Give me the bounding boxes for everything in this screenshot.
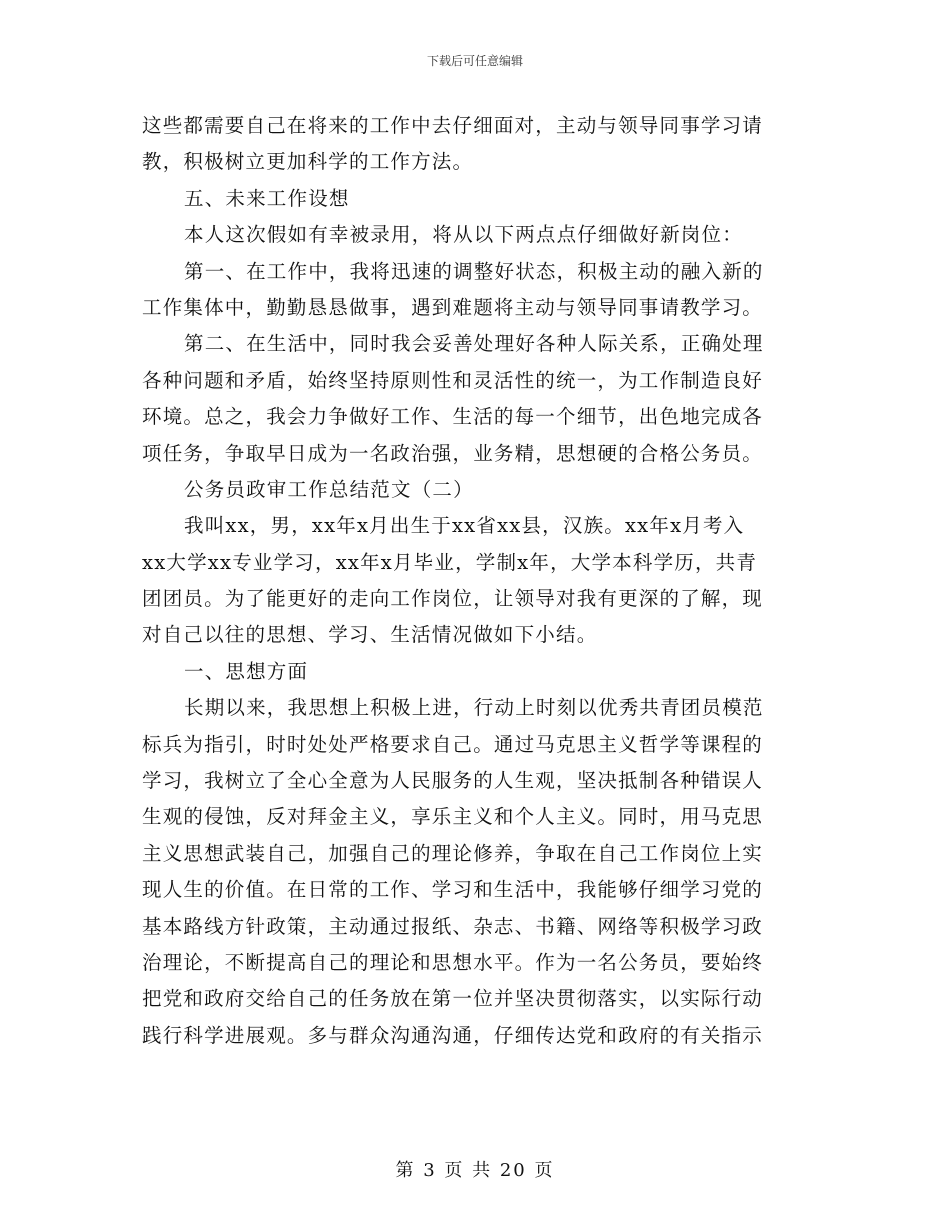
text-line: 环境。总之，我会力争做好工作、生活的每一个细节，出色地完成各 — [142, 405, 764, 429]
text-line: 践行科学进展观。多与群众沟通沟通，仔细传达党和政府的有关指示 — [142, 1023, 764, 1047]
text-line: 公务员政审工作总结范文（二） — [184, 477, 474, 501]
text-line: 把党和政府交给自己的任务放在第一位并坚决贯彻落实，以实际行动 — [142, 987, 764, 1011]
text-line: 标兵为指引，时时处处严格要求自己。通过马克思主义哲学等课程的 — [142, 732, 764, 756]
text-line: 现人生的价值。在日常的工作、学习和生活中，我能够仔细学习党的 — [142, 878, 764, 902]
text-line: 长期以来，我思想上积极上进，行动上时刻以优秀共青团员模范 — [184, 696, 764, 720]
page-header: 下载后可任意编辑 — [426, 54, 523, 68]
text-line: 一、思想方面 — [184, 659, 309, 683]
page-footer: 第 3 页 共 20 页 — [395, 1160, 555, 1181]
text-line: 治理论，不断提高自己的理论和思想水平。作为一名公务员，要始终 — [142, 950, 764, 974]
text-line: 对自己以往的思想、学习、生活情况做如下小结。 — [142, 623, 598, 647]
text-line: 团团员。为了能更好的走向工作岗位，让领导对我有更深的了解，现 — [142, 587, 764, 611]
text-line: 五、未来工作设想 — [184, 186, 350, 210]
text-line: 第一、在工作中，我将迅速的调整好状态，积极主动的融入新的 — [184, 259, 764, 283]
text-line: 主义思想武装自己，加强自己的理论修养，争取在自己工作岗位上实 — [142, 841, 764, 865]
text-line: 项任务，争取早日成为一名政治强，业务精，思想硬的合格公务员。 — [142, 441, 764, 465]
text-line: 教，积极树立更加科学的工作方法。 — [142, 150, 474, 174]
text-line: 生观的侵蚀，反对拜金主义，享乐主义和个人主义。同时，用马克思 — [142, 805, 764, 829]
text-line: 这些都需要自己在将来的工作中去仔细面对，主动与领导同事学习请 — [142, 114, 764, 137]
document-body — [142, 108, 812, 1054]
text-line: 学习，我树立了全心全意为人民服务的人生观，坚决抵制各种错误人 — [142, 769, 764, 793]
text-line: 第二、在生活中，同时我会妥善处理好各种人际关系，正确处理 — [184, 332, 764, 356]
text-line: xx大学xx专业学习，xx年x月毕业，学制x年，大学本科学历，共青 — [142, 550, 758, 574]
text-line: 基本路线方针政策，主动通过报纸、杂志、书籍、网络等积极学习政 — [142, 914, 764, 938]
text-line: 工作集体中，勤勤恳恳做事，遇到难题将主动与领导同事请教学习。 — [142, 295, 764, 319]
text-line: 本人这次假如有幸被录用，将从以下两点点仔细做好新岗位： — [184, 223, 743, 247]
text-line: 各种问题和矛盾，始终坚持原则性和灵活性的统一，为工作制造良好 — [142, 368, 764, 392]
text-line: 我叫xx，男，xx年x月出生于xx省xx县，汉族。xx年x月考入 — [184, 514, 745, 538]
